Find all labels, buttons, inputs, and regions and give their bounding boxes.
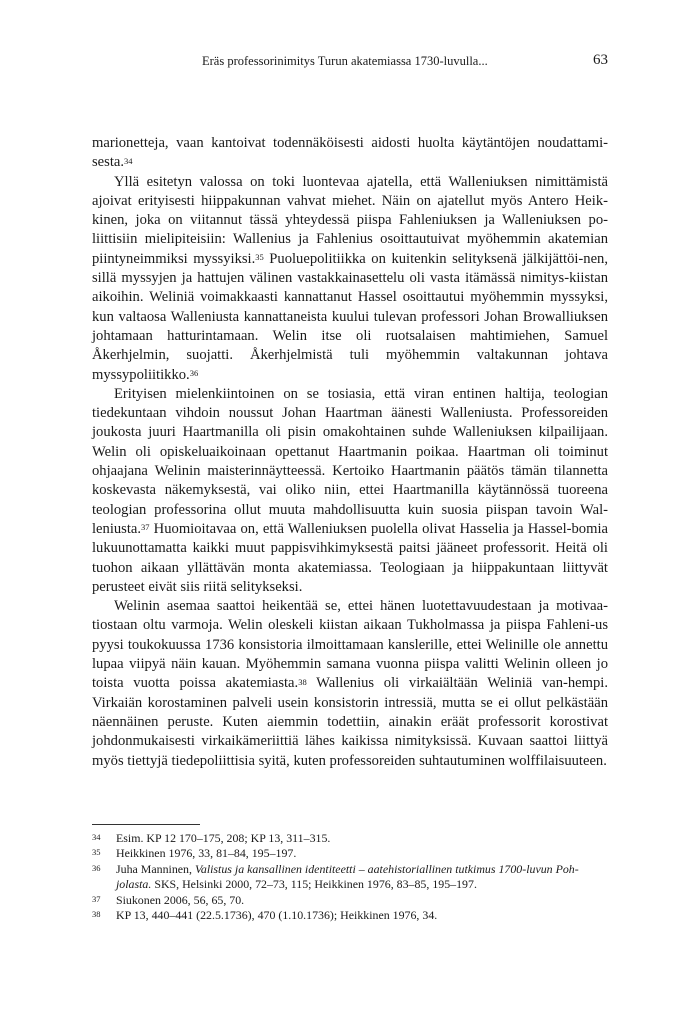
footnote-number: 36 [92,862,101,873]
text-run: Juha Manninen, [116,861,195,876]
text-run: Welinin asemaa saattoi heikentää se, ettei hänen luotettavuudestaan ja motivaa-tiostaan oltu varmoja. Welin oleskeli kiistan aikaan Tukholmassa ja piispa Fahleni-us pyysi toukokuussa 1736 konsistoria ilmoittamaan kanslerille, ettei Welinille ole annettu lupaa viipyä näin kauan. Myöhemmin samana vuonna piispa valitti Welinin olleen jo toista vuotta poissa akatemiasta. [92,598,608,692]
text-run: Erityisen mielenkiintoinen on se tosiasia, että viran entinen haltija, teologian tiedekuntaan vihdoin noussut Johan Haartman äänesti Walleniusta. Professoreiden joukosta juuri Haartmanilla oli pisin omakohtainen suhde Walleniuksen kilpailijaan. Welin oli opiskeluaikoinaan opettanut Haartmanin poikaa. Haartman oli toiminut ohjaajana Welinin maisterinnäytteessä. Kertoiko Haartmanin päätös tämän tilannetta koskevasta näkemyksestä, vai oliko niin, ettei Haartmanilla käytännössä tuoreena teologian professorina ollut muuta mahdollisuutta kuin suosia piispan tavoin Wal-leniusta. [92,385,608,537]
footnote [92,862,608,893]
footnote-text [116,862,608,893]
footnote-number: 37 [92,893,101,904]
footnote [92,831,608,846]
text-run: Esim. KP 12 170–175, 208; KP 13, 311–315. [116,831,331,845]
footnote-ref[interactable]: 37 [141,522,150,533]
running-title: Eräs professorinimitys Turun akatemiassa 1730-luvulla... [202,54,488,68]
italic-title: Valistus ja kansallinen identiteetti – aatehistoriallinen tutkimus 1700-luvun Poh-jolasta. [116,861,579,892]
page-number: 63 [593,52,608,68]
footnote [92,893,608,908]
paragraph [92,597,608,771]
footnote-text [116,893,608,908]
text-run: SKS, Helsinki 2000, 72–73, 115; Heikkinen 1976, 83–85, 195–197. [151,877,477,892]
text-run: marionetteja, vaan kantoivat todennäköisesti aidosti huolta käytäntöjen noudattami-sesta. [92,135,608,171]
text-run: Puoluepolitiikka on kuitenkin selityksenä jälkijättöi-nen, sillä myssyjen ja hattujen välinen vastakkainasettelu oli vasta itämässä nimitys-kiistan aikoihin. Weliniä voimakkaasti kannattanut Hassel osoittautui myöhemmin myssyksi, kun valtaosa Walleniusta kannattaneista kuului tulevan professori Johan Browalliuksen johtamaan hatturintamaan. Welin itse oli ruotsalaisen mahtimiehen, Samuel Åkerhjelmin, suojatti. Åkerhjelmistä tuli myöhemmin valtakunnan johtava myssypoliitikko. [92,250,608,383]
text-run: Heikkinen 1976, 33, 81–84, 195–197. [116,846,297,861]
paragraph [92,134,608,173]
footnote-ref[interactable]: 36 [189,368,199,379]
footnote [92,908,608,923]
footnote-number: 34 [92,832,101,842]
paragraph [92,173,608,385]
footnote-text [116,831,608,846]
text-run: Wallenius oli virkaiältään Weliniä van-hempi. Virkaiän korostaminen palveli usein konsistorin intressiä, mutta se ei ollut pelkästään näennäinen peruste. Kuten aiemmin todettiin, ainakin eräät professorit korostivat johdonmukaisesti virkaikämeriittiä lähes kaikissa nimityksissä. Kuvaan saattoi liittyä myös tiettyjä tiedepoliittisia syitä, kuten professoreiden suhtautuminen wolffilaisuuteen. [92,675,608,769]
text-run: Siukonen 2006, 56, 65, 70. [116,892,245,907]
footnote-text [116,846,608,861]
footnote-number: 38 [92,909,101,920]
footnote [92,846,608,861]
text-run: KP 13, 440–441 (22.5.1736), 470 (1.10.1736); Heikkinen 1976, 34. [116,908,438,923]
footnote-text [116,908,608,923]
footnote-ref[interactable]: 35 [255,252,264,263]
footnotes [92,831,608,923]
text-run: Huomioitavaa on, että Walleniuksen puolella olivat Hasselia ja Hassel-bomia lukuunottamatta kaikki muut pappisvihkimyksestä paitsi jääneet professorit. Heitä oli tuohon aikaan yllättävän monta akatemiassa. Teologiaan ja hiippakuntaan liittyvät perusteet eivät siis riitä selitykseksi. [92,520,608,595]
footnote-rule [92,824,200,825]
paragraph [92,385,608,597]
footnote-ref[interactable]: 34 [124,155,133,166]
footnote-number: 35 [92,847,101,858]
body-text [92,134,608,771]
text-run: Yllä esitetyn valossa on toki luontevaa ajatella, että Walleniuksen nimittämistä ajoivat erityisesti hiippakunnan vahvat miehet. Näin on ajatellut myös Antero Heik-kinen, joka on viitannut tässä yhteydessä piispa Fahleniuksen ja Walleniuksen po-liittisiin mielipiteisiin: Wallenius ja Fahlenius osoittautuivat myöhemmin akatemian piintyneimmiksi myssyiksi. [92,173,608,267]
running-header [92,54,610,74]
footnote-ref[interactable]: 38 [298,676,307,687]
